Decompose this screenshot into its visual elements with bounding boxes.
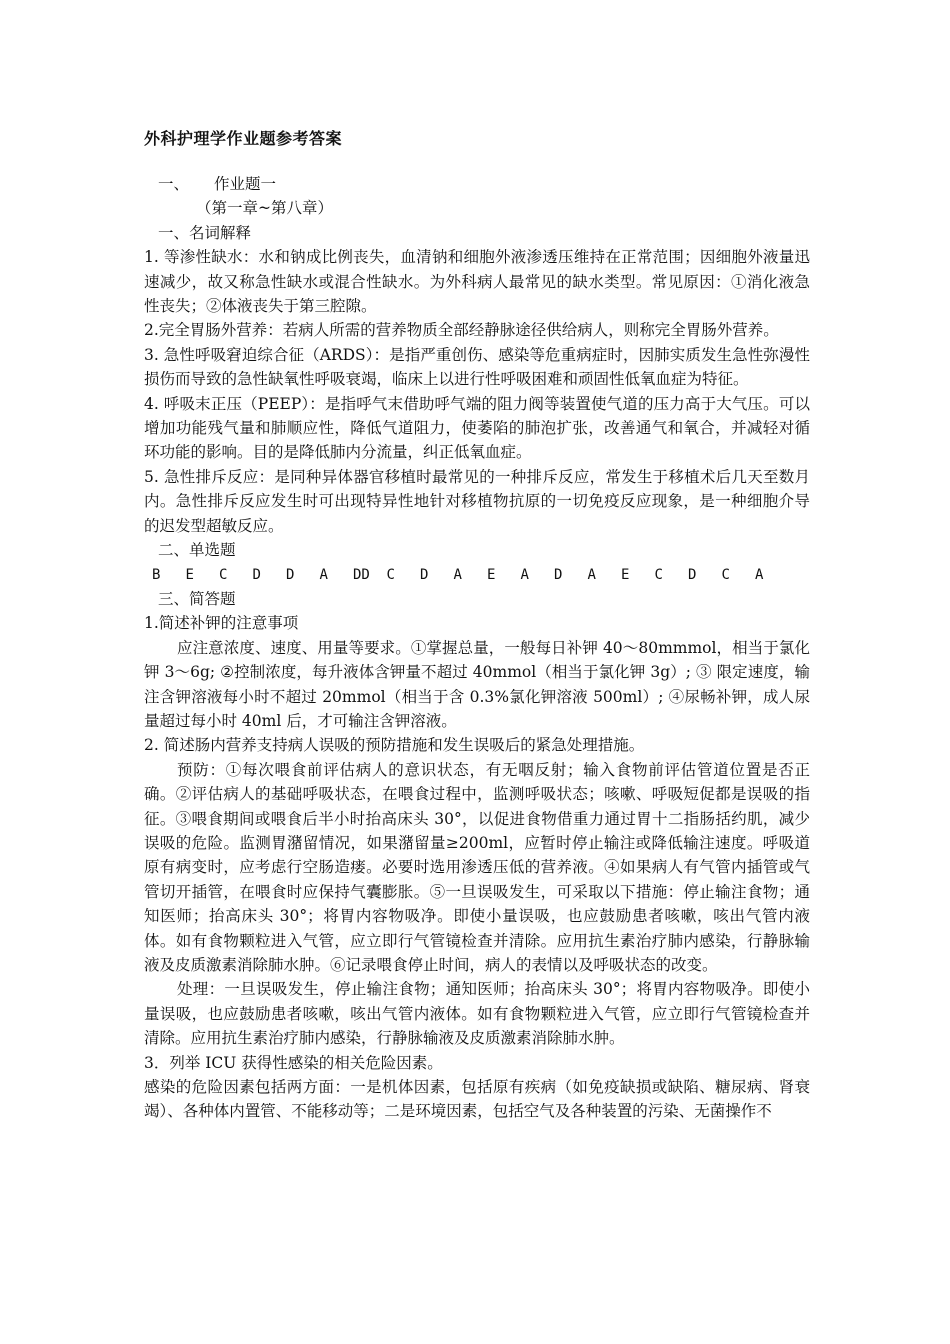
section-definitions-title: 一、名词解释 bbox=[158, 223, 252, 242]
section-single-choice-title: 二、单选题 bbox=[158, 541, 236, 560]
answer-key-item: B bbox=[152, 566, 161, 583]
answer-key-item: C bbox=[721, 566, 730, 583]
answer-1: 应注意浓度、速度、用量等要求。①掌握总量，一般每日补钾 40～80mmmol，相当于氯化钾 3～6g; ②控制浓度，每升液体含钾量不超过 40mmol（相当于氯化钾 3g）; ③ 限定速度，输注含钾溶液每小时不超过 20mmol（相当于含 0.3%氯化钾溶液 500ml）; ④尿畅补钾，成人尿量超过每小时 40ml 后，才可输注含钾溶液。 bbox=[144, 638, 810, 730]
definition-4: 4. 呼吸末正压（PEEP）：是指呼气末借助呼气端的阻力阀等装置使气道的压力高于大气压。可以增加功能残气量和肺顺应性，降低气道阻力，使萎陷的肺泡扩张，改善通气和氧合，并减轻对循环功能的影响。目的是降低肺内分流量，纠正低氧血症。 bbox=[144, 394, 810, 462]
answer-key-item: A bbox=[520, 566, 529, 583]
answer-key-item: C bbox=[654, 566, 663, 583]
answer-key-item: D bbox=[554, 566, 563, 583]
definition-5: 5. 急性排斥反应：是同种异体器官移植时最常见的一种排斥反应，常发生于移植术后几天至数月内。急性排斥反应发生时可出现特异性地针对移植物抗原的一切免疫反应现象，是一种细胞介导的迟发型超敏反应。 bbox=[144, 467, 810, 535]
answer-key-row bbox=[144, 563, 810, 587]
homework-label: 作业题一 bbox=[214, 175, 277, 193]
answer-key-item: D bbox=[286, 566, 295, 583]
answer-key-item: A bbox=[453, 566, 462, 583]
answer-key-item: E bbox=[487, 566, 496, 583]
question-2: 2. 简述肠内营养支持病人误吸的预防措施和发生误吸后的紧急处理措施。 bbox=[144, 736, 645, 755]
definition-1: 1. 等渗性缺水：水和钠成比例丧失，血清钠和细胞外液渗透压维持在正常范围；因细胞外液量迅速减少，故又称急性缺水或混合性缺水。为外科病人最常见的缺水类型。常见原因：①消化液急性丧失；②体液丧失于第三腔隙。 bbox=[144, 248, 810, 316]
answer-2-prevention: 预防：①每次喂食前评估病人的意识状态，有无咽反射；输入食物前评估管道位置是否正确。②评估病人的基础呼吸状态，在喂食过程中，监测呼吸状态；咳嗽、呼吸短促都是误吸的指征。③喂食期间或喂食后半小时抬高床头 30°，以促进食物借重力通过胃十二指肠括约肌，减少误吸的危险。监测胃潴留情况，如果潴留量≥200ml，应暂时停止输注或降低输注速度。呼吸道原有病变时，应考虑行空肠造瘘。必要时选用渗透压低的营养液。④如果病人有气管内插管或气管切开插管，在喂食时应保持气囊膨胀。⑤一旦误吸发生，可采取以下措施：停止输注食物；通知医师；抬高床头 30°；将胃内容物吸净。即使小量误吸，也应鼓励患者咳嗽，咳出气管内液体。如有食物颗粒进入气管，应立即行气管镜检查并清除。应用抗生素治疗肺内感染，行静脉输液及皮质激素消除肺水肿。⑥记录喂食停止时间，病人的表情以及呼吸状态的改变。 bbox=[144, 760, 810, 974]
answer-key-item: D bbox=[420, 566, 429, 583]
document-title: 外科护理学作业题参考答案 bbox=[144, 129, 343, 148]
document-body bbox=[144, 172, 810, 1124]
answer-key-item: E bbox=[185, 566, 194, 583]
answer-3: 感染的危险因素包括两方面：一是机体因素，包括原有疾病（如免疫缺损或缺陷、糖尿病、肾衰竭）、各种体内置管、不能移动等；二是环境因素，包括空气及各种装置的污染、无菌操作不 bbox=[144, 1078, 810, 1121]
answer-key-item: A bbox=[587, 566, 596, 583]
answer-key-item: C bbox=[219, 566, 228, 583]
section-short-answer-title: 三、简答题 bbox=[158, 589, 236, 608]
answer-2-handling: 处理：一旦误吸发生，停止输注食物；通知医师；抬高床头 30°；将胃内容物吸净。即使小量误吸，也应鼓励患者咳嗽，咳出气管内液体。如有食物颗粒进入气管，应立即行气管镜检查并清除。应用抗生素治疗肺内感染，行静脉输液及皮质激素消除肺水肿。 bbox=[144, 980, 810, 1048]
question-1: 1.简述补钾的注意事项 bbox=[144, 614, 299, 633]
chapter-range: （第一章~第八章） bbox=[196, 199, 333, 218]
answer-key-item: D bbox=[688, 566, 697, 583]
answer-key-item: D bbox=[252, 566, 261, 583]
question-3: 3．列举 ICU 获得性感染的相关危险因素。 bbox=[144, 1053, 443, 1072]
answer-key-item: C bbox=[386, 566, 395, 583]
homework-heading bbox=[144, 172, 810, 196]
answer-key-item: E bbox=[621, 566, 630, 583]
answer-key-item: A bbox=[319, 566, 328, 583]
answer-key-item: A bbox=[755, 566, 764, 583]
definition-3: 3. 急性呼吸窘迫综合征（ARDS）：是指严重创伤、感染等危重病症时，因肺实质发生急性弥漫性损伤而导致的急性缺氧性呼吸衰竭，临床上以进行性呼吸困难和顽固性低氧血症为特征。 bbox=[144, 345, 810, 389]
definition-2: 2.完全胃肠外营养：若病人所需的营养物质全部经静脉途径供给病人，则称完全胃肠外营养。 bbox=[144, 321, 779, 340]
answer-key-item: DD bbox=[353, 566, 370, 583]
homework-number: 一、 bbox=[158, 175, 190, 193]
